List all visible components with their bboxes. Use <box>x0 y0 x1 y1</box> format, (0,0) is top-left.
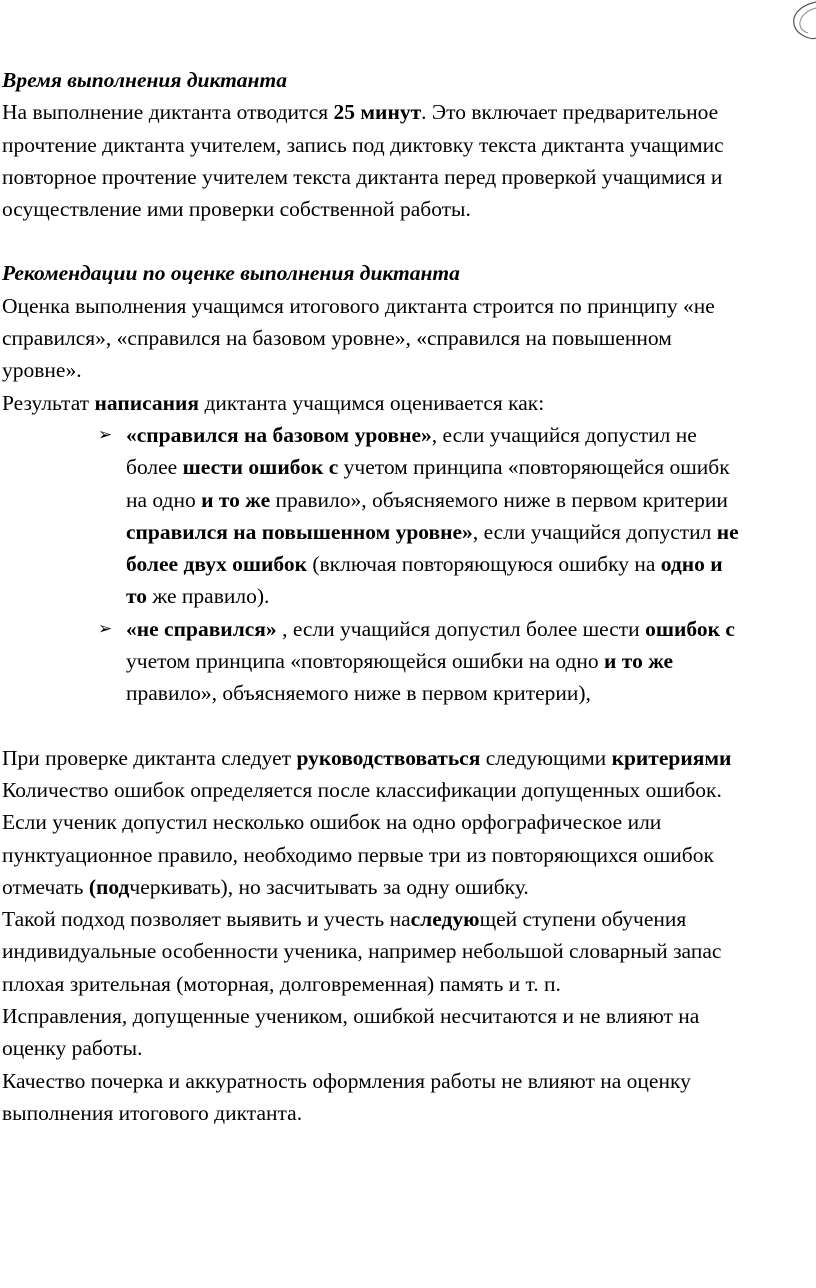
bold-text: руководствоваться <box>296 745 481 770</box>
text-line: Качество почерка и аккуратность оформления работы не влияют на оценку <box>2 1068 691 1093</box>
bullet-item-basic-level <box>2 419 816 613</box>
page-corner-decoration <box>786 0 816 60</box>
text-line: Если ученик допустил несколько ошибок на одно орфографическое или <box>2 810 662 835</box>
bold-text: и то же <box>604 649 674 674</box>
text-line: более шести ошибок с учетом принципа «повторяющейся ошибк <box>126 455 730 480</box>
spacer <box>2 225 816 257</box>
text-line: повторное прочтение учителем текста диктанта перед проверкой учащимися и <box>2 164 723 189</box>
text-line: учетом принципа «повторяющейся ошибки на одно и то же <box>126 649 674 674</box>
text-line: оценку работы. <box>2 1036 143 1061</box>
bold-text: (под <box>88 874 130 899</box>
document-body <box>2 64 816 1129</box>
time-paragraph <box>2 96 816 225</box>
section-heading-time: Время выполнения диктанта <box>2 68 287 92</box>
bold-text: ошибок с <box>645 616 735 641</box>
text-line: выполнения итогового диктанта. <box>2 1100 303 1125</box>
text-line: «не справился» , если учащийся допустил более шести ошибок с <box>126 616 735 641</box>
text-line: справился на повышенном уровне», если учащийся допустил не <box>126 519 739 544</box>
text-line: «справился на базовом уровне», если учащийся допустил не <box>126 422 697 447</box>
text-line: справился», «справился на базовом уровне», «справился на повышенном <box>2 326 672 351</box>
text-line: осуществление ими проверки собственной работы. <box>2 197 471 222</box>
bold-text: справился на повышенном уровне» <box>126 519 473 544</box>
text-line: пунктуационное правило, необходимо первые три из повторяющихся ошибок <box>2 842 714 867</box>
text-line: Результат написания диктанта учащимся оценивается как: <box>2 390 545 415</box>
bullet-text <box>126 613 816 710</box>
bold-text: не <box>716 519 739 544</box>
text-line: прочтение диктанта учителем, запись под диктовку текста диктанта учащимис <box>2 132 724 157</box>
text-line: более двух ошибок (включая повторяющуюся ошибку на одно и <box>126 552 723 577</box>
text-line: При проверке диктанта следует руководствоваться следующими критериями <box>2 745 732 770</box>
bold-text: «справился на базовом уровне» <box>126 422 432 447</box>
bold-text: критериями <box>611 745 732 770</box>
text-line: Оценка выполнения учащимся итогового диктанта строится по принципу «не <box>2 293 715 318</box>
bold-text: следую <box>410 907 480 932</box>
text-line: На выполнение диктанта отводится 25 минут. Это включает предварительное <box>2 100 719 125</box>
text-line: на одно и то же правило», объясняемого ниже в первом критерии <box>126 487 728 512</box>
text-line: отмечать (подчеркивать), но засчитывать за одну ошибку. <box>2 874 529 899</box>
text-line: Исправления, допущенные учеником, ошибкой несчитаются и не влияют на <box>2 1004 700 1029</box>
text-line: плохая зрительная (моторная, долговременная) память и т. п. <box>2 971 561 996</box>
bold-text: шести ошибок с <box>182 455 339 480</box>
bold-text: одно и <box>660 552 723 577</box>
section-heading-recommendations: Рекомендации по оценке выполнения диктанта <box>2 261 460 286</box>
arrow-bullet-icon: ➢ <box>98 618 113 639</box>
bold-text: более двух ошибок <box>126 552 307 577</box>
criteria-paragraph <box>2 742 816 1130</box>
recommendations-paragraph <box>2 290 816 419</box>
text-line: индивидуальные особенности ученика, например небольшой словарный запас <box>2 939 722 964</box>
bold-text: «не справился» <box>126 616 277 641</box>
spacer <box>2 710 816 742</box>
text-line: уровне». <box>2 358 82 383</box>
text-line: Количество ошибок определяется после классификации допущенных ошибок. <box>2 777 722 802</box>
bullet-item-not-passed <box>2 613 816 710</box>
text-line: правило», объясняемого ниже в первом критерии), <box>126 681 591 706</box>
text-line: то же правило). <box>126 584 270 609</box>
bold-text: то <box>126 584 148 609</box>
bold-text: и то же <box>201 487 271 512</box>
bullet-text <box>126 419 816 613</box>
bold-text: написания <box>94 390 200 415</box>
bold-text: 25 минут <box>333 100 422 125</box>
arrow-bullet-icon: ➢ <box>98 424 113 445</box>
text-line: Такой подход позволяет выявить и учесть наследующей ступени обучения <box>2 907 687 932</box>
